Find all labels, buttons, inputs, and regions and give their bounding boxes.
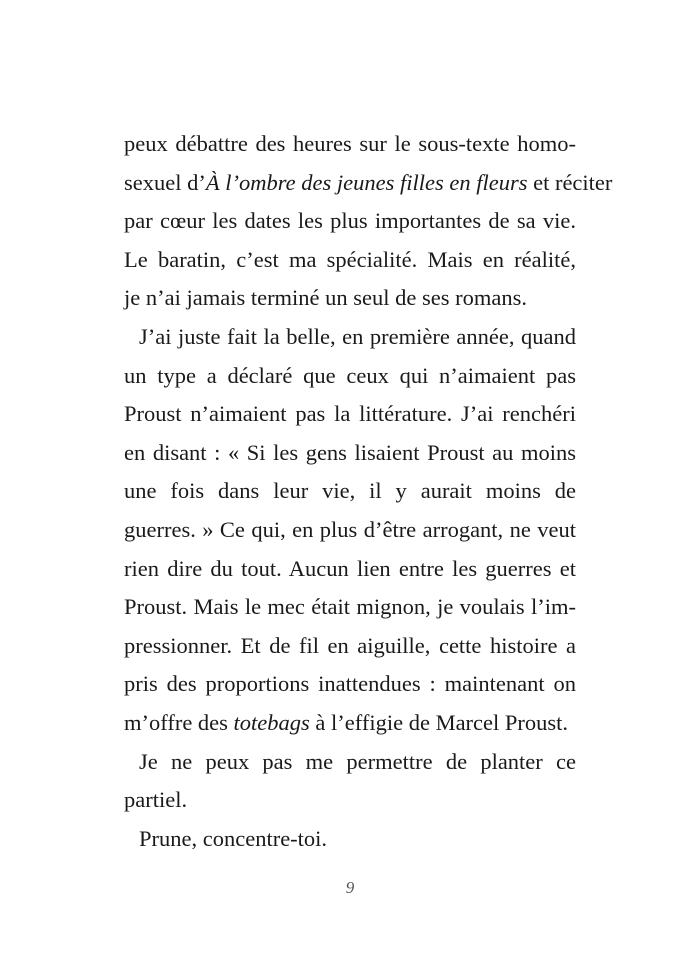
text-line: m’offre des totebags à l’effigie de Marcel Proust. — [124, 709, 569, 735]
text-line: par cœur les dates les plus importantes de sa vie. — [124, 208, 576, 234]
text-line: un type a déclaré que ceux qui n’aimaient pas — [124, 362, 576, 388]
book-title: À l’ombre des jeunes filles en fleurs — [205, 169, 528, 195]
text-line: Proust. Mais le mec était mignon, je voulais l’im- — [124, 594, 576, 620]
text-line: Proust n’aimaient pas la littérature. J’ai renchéri — [124, 401, 576, 427]
text-line: je n’ai jamais terminé un seul de ses romans. — [124, 285, 528, 311]
text-line: guerres. » Ce qui, en plus d’être arrogant, ne veut — [124, 516, 576, 542]
text-line: Je ne peux pas me permettre de planter ce — [139, 748, 576, 774]
text-line: Prune, concentre-toi. — [139, 825, 328, 851]
text-line: pressionner. Et de fil en aiguille, cette histoire a — [124, 632, 576, 658]
text-line: J’ai juste fait la belle, en première année, quand — [139, 323, 576, 349]
text-line: peux débattre des heures sur le sous-texte homo- — [124, 131, 576, 156]
text-line: une fois dans leur vie, il y aurait moins de — [124, 478, 576, 504]
text-line: rien dire du tout. Aucun lien entre les guerres et — [124, 555, 576, 581]
body-text — [124, 125, 613, 858]
text-line: Le baratin, c’est ma spécialité. Mais en réalité, — [124, 246, 576, 272]
text-line: pris des proportions inattendues : maintenant on — [124, 671, 576, 697]
text-line: partiel. — [124, 787, 188, 813]
italic-word: totebags — [233, 709, 310, 735]
page-number: 9 — [345, 878, 355, 897]
text-line: sexuel d’À l’ombre des jeunes filles en fleurs et réciter — [124, 169, 613, 195]
text-line: en disant : « Si les gens lisaient Proust au moins — [124, 439, 576, 465]
